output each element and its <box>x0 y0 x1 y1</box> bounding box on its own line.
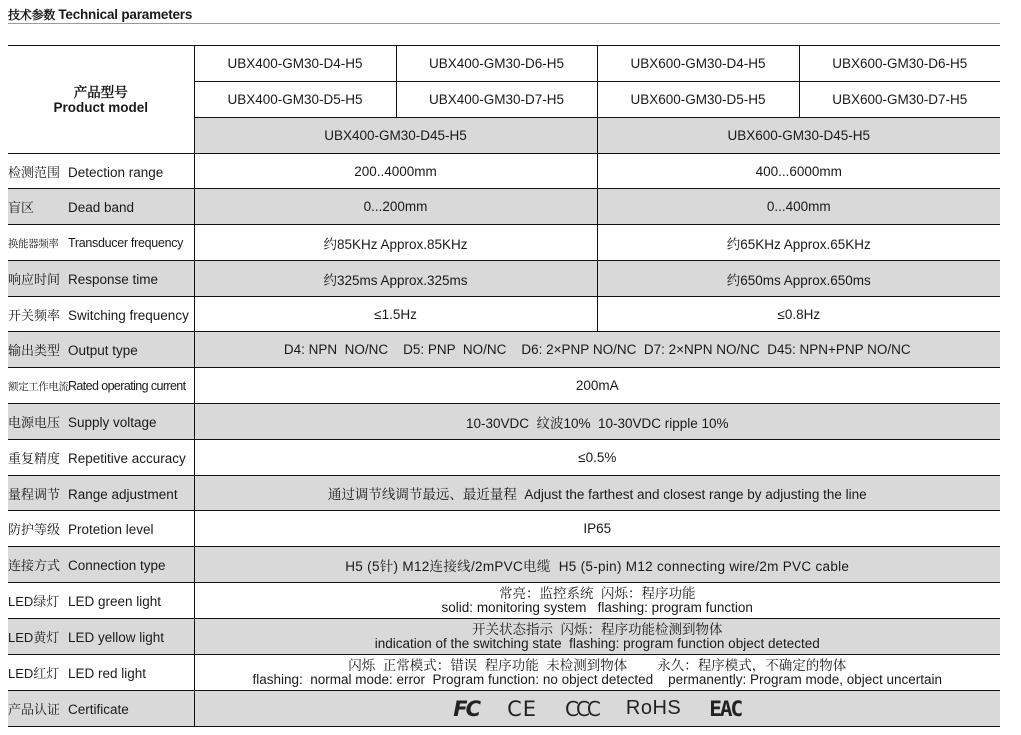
label-en: Protetion level <box>68 522 154 537</box>
row-label-switching-frequency <box>8 297 194 332</box>
label-zh: 产品认证 <box>8 702 61 717</box>
label-en: Supply voltage <box>68 415 157 430</box>
led-green-value <box>194 583 1000 619</box>
label-en: Output type <box>68 343 138 358</box>
row-label-certificate <box>8 691 194 727</box>
label-zh: 换能器频率 <box>8 237 59 250</box>
label-zh: 电源电压 <box>8 415 61 430</box>
model-cell: UBX600-GM30-D45-H5 <box>597 118 1000 154</box>
label-zh: 开关频率 <box>8 307 61 323</box>
rohs-logo: RoHS <box>625 697 682 719</box>
label-zh: 连接方式 <box>8 558 61 573</box>
transducer-frequency-left: 约85KHz Approx.85KHz <box>194 225 597 261</box>
label-zh: 量程调节 <box>8 486 61 502</box>
model-cell: UBX400-GM30-D45-H5 <box>194 118 597 154</box>
row-label-response-time <box>8 261 194 297</box>
model-cell: UBX400-GM30-D5-H5 <box>194 82 396 118</box>
ccc-logo: CCC <box>565 696 598 721</box>
label-zh: 额定工作电流 <box>8 380 69 393</box>
switching-frequency-right: ≤0.8Hz <box>597 297 1000 332</box>
label-zh: LED黄灯 <box>8 630 60 645</box>
model-cell: UBX600-GM30-D5-H5 <box>597 82 799 118</box>
response-time-right: 约650ms Approx.650ms <box>597 261 1000 297</box>
ce-logo: CE <box>507 696 537 721</box>
repetitive-accuracy-value: ≤0.5% <box>194 440 1000 476</box>
label-zh: LED红灯 <box>8 666 60 681</box>
label-zh: 输出类型 <box>8 343 61 358</box>
label-en: Rated operating current <box>68 378 186 393</box>
row-label-detection-range <box>8 154 194 189</box>
led-green-line-en: solid: monitoring system flashing: program function <box>441 599 753 615</box>
product-model-label <box>8 46 194 154</box>
spec-table <box>8 45 1000 727</box>
row-label-output-type <box>8 332 194 368</box>
model-cell: UBX600-GM30-D4-H5 <box>597 46 799 82</box>
model-cell: UBX400-GM30-D4-H5 <box>194 46 396 82</box>
row-label-supply-voltage <box>8 404 194 440</box>
led-red-value <box>194 655 1000 691</box>
header-divider <box>8 23 1000 24</box>
label-en: LED green light <box>68 594 162 609</box>
label-en: Connection type <box>68 558 166 573</box>
model-cell: UBX400-GM30-D6-H5 <box>396 46 597 82</box>
led-yellow-value <box>194 619 1000 655</box>
detection-range-right: 400...6000mm <box>597 154 1000 189</box>
row-label-range-adjustment <box>8 476 194 511</box>
label-zh: 重复精度 <box>8 451 61 466</box>
product-model-label-zh: 产品型号 <box>73 84 128 100</box>
response-time-left: 约325ms Approx.325ms <box>194 261 597 297</box>
switching-frequency-left: ≤1.5Hz <box>194 297 597 332</box>
row-label-dead-band <box>8 189 194 225</box>
label-zh: 盲区 <box>8 200 35 215</box>
transducer-frequency-right: 约65KHz Approx.65KHz <box>597 225 1000 261</box>
led-yellow-line-en: indication of the switching state flashing: program function object detected <box>374 635 820 651</box>
label-zh: 响应时间 <box>8 272 61 287</box>
row-label-protection-level <box>8 511 194 547</box>
label-en: Range adjustment <box>68 486 178 502</box>
label-en: Detection range <box>68 164 164 180</box>
label-zh: LED绿灯 <box>8 594 60 609</box>
model-cell: UBX600-GM30-D6-H5 <box>799 46 1000 82</box>
rated-current-value: 200mA <box>194 368 1000 404</box>
led-red-line-en: flashing: normal mode: error Program function: no object detected permanently: Program mode, object uncertain <box>252 671 943 687</box>
label-en: Certificate <box>68 702 129 717</box>
protection-level-value: IP65 <box>194 511 1000 547</box>
led-yellow-line-zh: 开关状态指示 闪烁：程序功能检测到物体 <box>471 622 723 637</box>
product-model-label-en: Product model <box>53 99 148 115</box>
row-label-led-red <box>8 655 194 691</box>
model-cell: UBX400-GM30-D7-H5 <box>396 82 597 118</box>
section-title-zh: 技术参数 <box>8 8 56 22</box>
model-cell: UBX600-GM30-D7-H5 <box>799 82 1000 118</box>
eac-logo: EAC <box>709 696 742 721</box>
section-title-en: Technical parameters <box>58 7 193 22</box>
supply-voltage-value: 10-30VDC 纹波10% 10-30VDC ripple 10% <box>194 404 1000 440</box>
label-en: LED red light <box>68 666 147 681</box>
connection-type-value: H5 (5针) M12连接线/2mPVC电缆 H5 (5-pin) M12 connecting wire/2m PVC cable <box>194 547 1000 583</box>
row-label-repetitive-accuracy <box>8 440 194 476</box>
section-title <box>8 6 192 23</box>
dead-band-left: 0...200mm <box>194 189 597 225</box>
row-label-transducer-frequency <box>8 225 194 261</box>
led-green-line-zh: 常亮：监控系统 闪烁：程序功能 <box>498 586 696 601</box>
range-adjustment-value: 通过调节线调节最远、最近量程 Adjust the farthest and closest range by adjusting the line <box>194 476 1000 511</box>
output-type-value: D4: NPN NO/NC D5: PNP NO/NC D6: 2×PNP NO/NC D7: 2×NPN NO/NC D45: NPN+PNP NO/NC <box>194 332 1000 368</box>
label-en: LED yellow light <box>68 630 165 645</box>
fc-logo: FC <box>453 696 480 721</box>
row-label-connection-type <box>8 547 194 583</box>
row-label-led-yellow <box>8 619 194 655</box>
certificate-logos <box>194 691 1000 727</box>
label-en: Switching frequency <box>68 307 189 323</box>
label-zh: 防护等级 <box>8 522 61 537</box>
row-label-rated-current <box>8 368 194 404</box>
dead-band-right: 0...400mm <box>597 189 1000 225</box>
label-en: Dead band <box>68 200 135 215</box>
detection-range-left: 200..4000mm <box>194 154 597 189</box>
label-en: Repetitive accuracy <box>68 451 186 466</box>
label-en: Transducer frequency <box>68 235 184 250</box>
label-en: Response time <box>68 272 159 287</box>
label-zh: 检测范围 <box>8 164 61 180</box>
row-label-led-green <box>8 583 194 619</box>
led-red-line-zh: 闪烁 正常模式：错误 程序功能 未检测到物体 永久：程序模式，不确定的物体 <box>348 658 847 673</box>
